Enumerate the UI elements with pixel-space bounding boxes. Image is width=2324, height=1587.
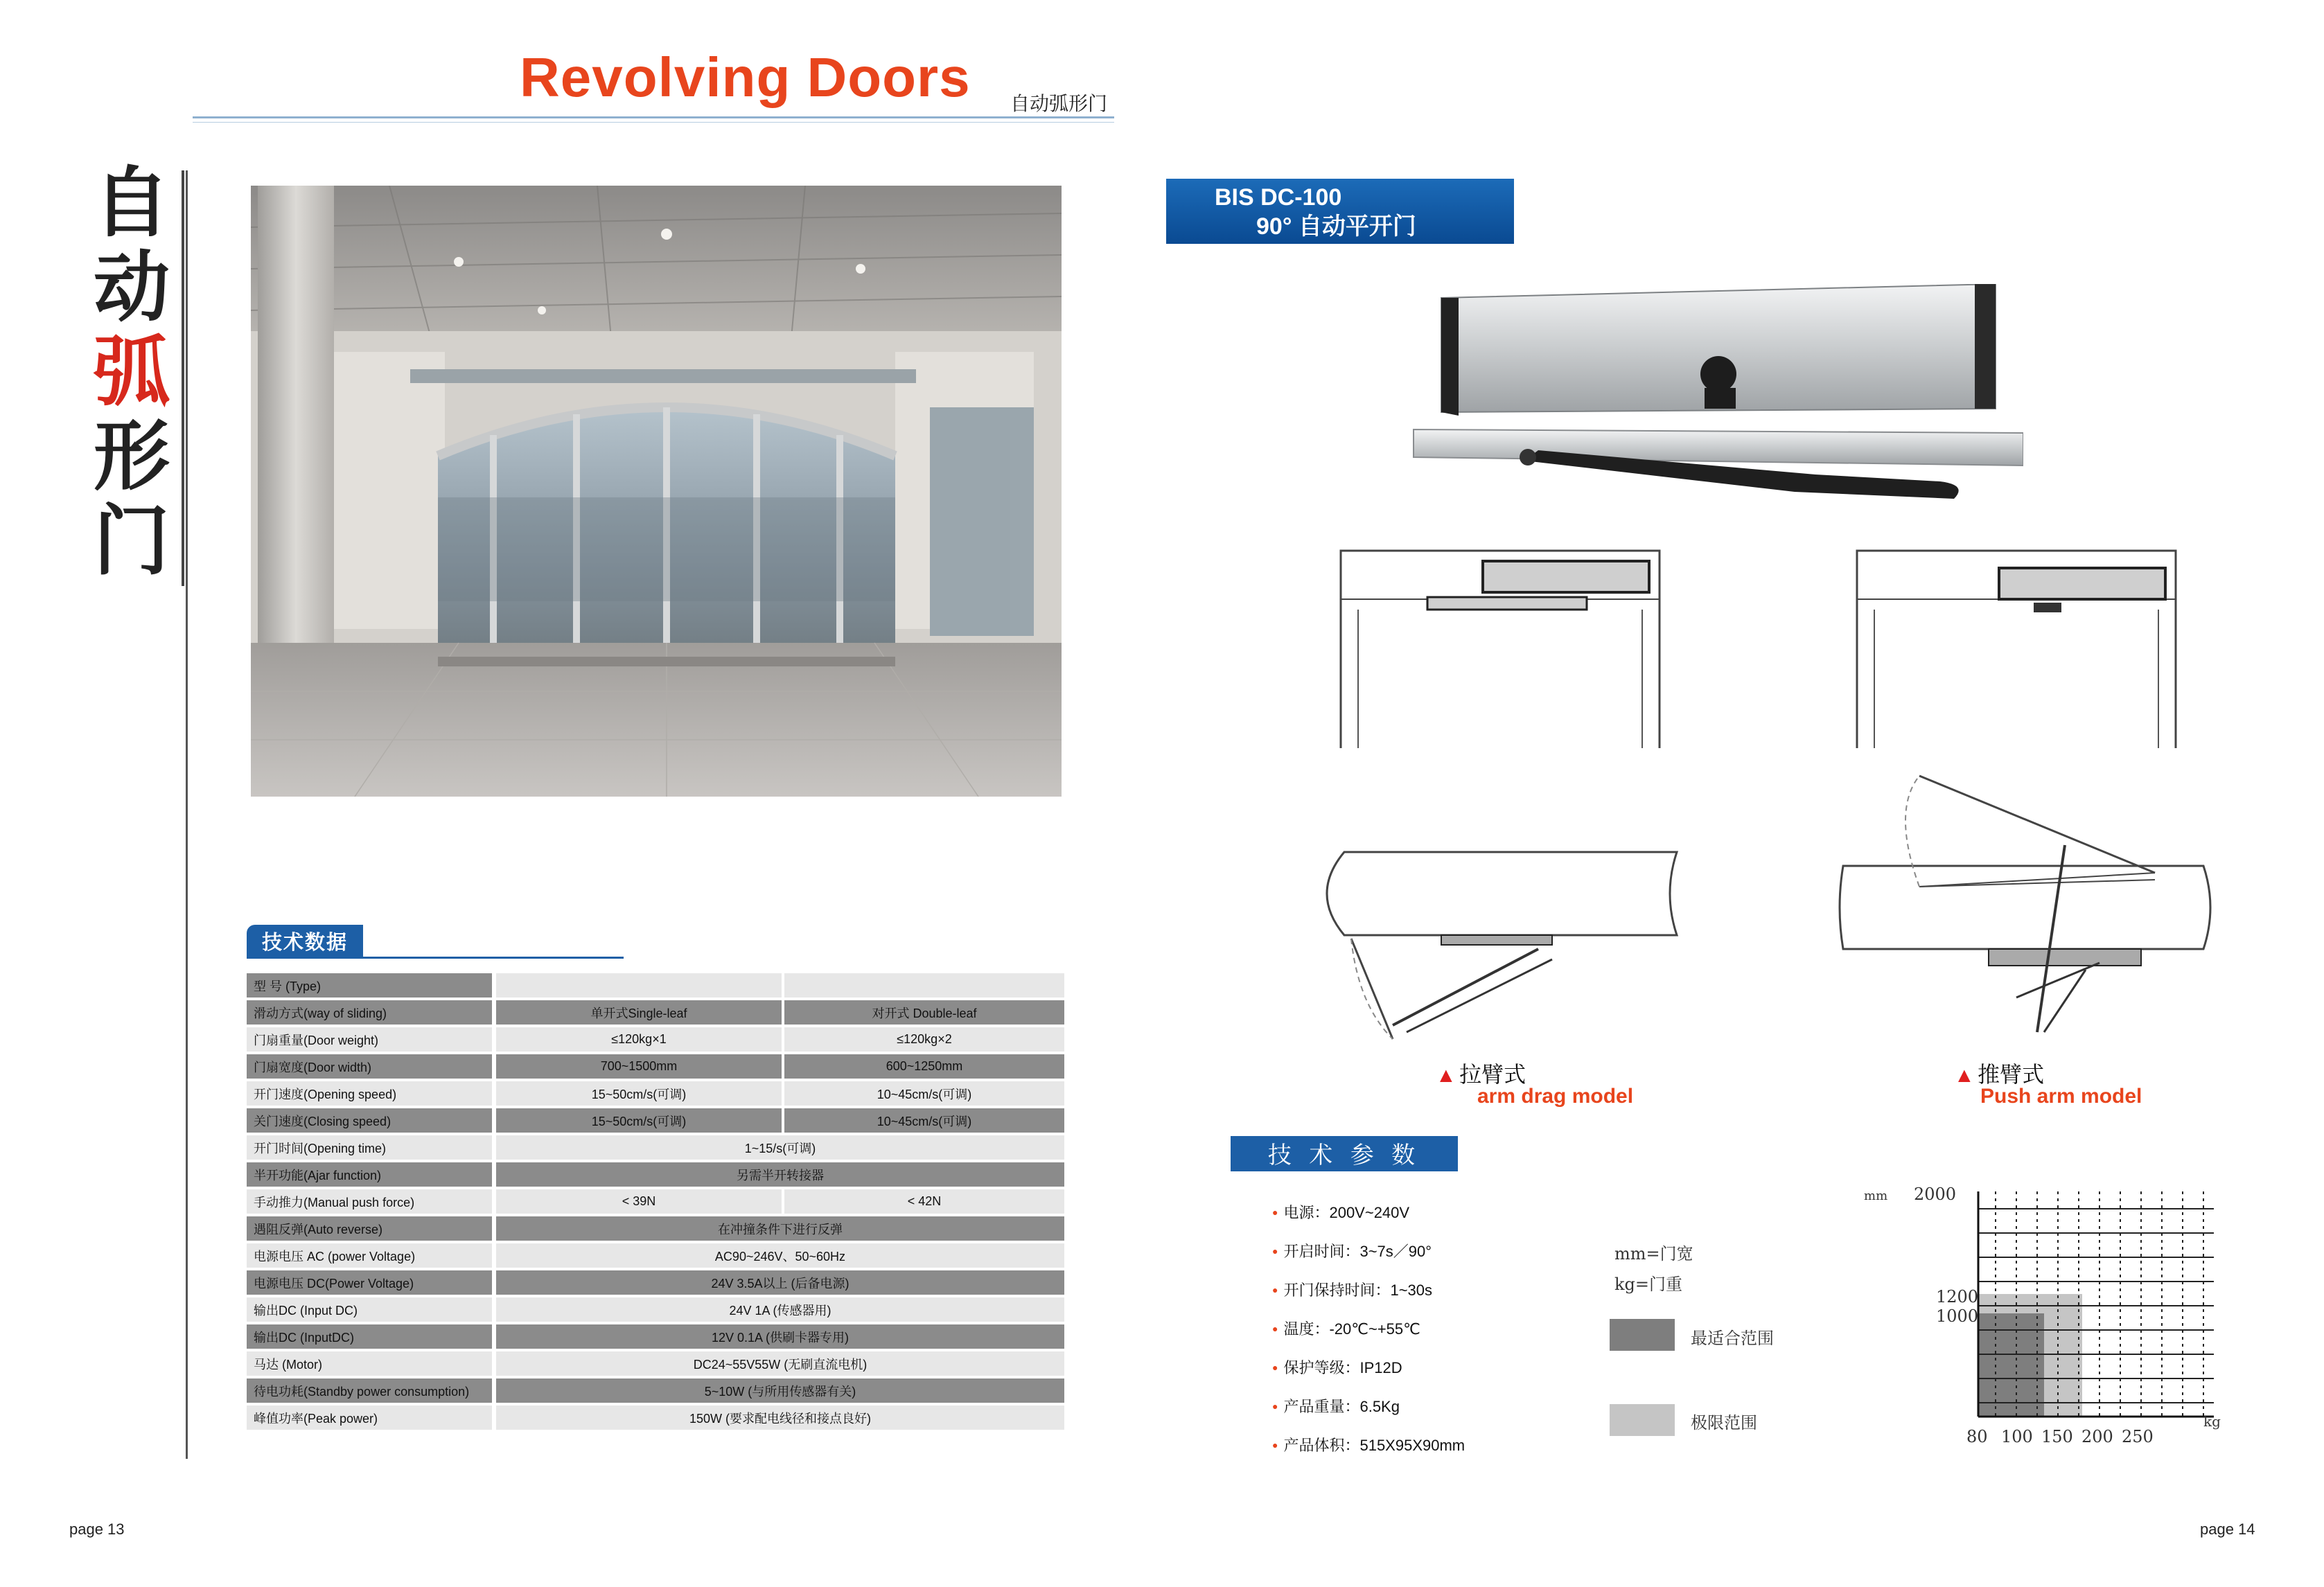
- row-value: 在冲撞条件下进行反弹: [496, 1216, 1064, 1241]
- legend-swatch-best: [1610, 1319, 1675, 1351]
- row-value: < 39N: [496, 1189, 782, 1214]
- row-label: 手动推力(Manual push force): [247, 1189, 492, 1214]
- legend-best: 最适合范围: [1691, 1329, 1774, 1348]
- row-value: [784, 973, 1064, 998]
- tech-params-underline: [1231, 1169, 1458, 1171]
- row-value: 700~1500mm: [496, 1054, 782, 1079]
- row-label: 关门速度(Closing speed): [247, 1108, 492, 1133]
- table-row: [247, 1242, 1064, 1269]
- triangle-icon: ▲: [1436, 1064, 1456, 1087]
- y-tick-2000: 2000: [1914, 1185, 1957, 1204]
- table-row: [247, 1080, 1064, 1107]
- x-tick: 100: [2001, 1427, 2033, 1446]
- list-item: ● 开启时间：3~7s／90°: [1272, 1240, 1465, 1279]
- vertical-title: [83, 158, 180, 585]
- spec-table-underline: [247, 957, 624, 959]
- row-label: 待电功耗(Standby power consumption): [247, 1378, 492, 1403]
- row-label: 遇阻反弹(Auto reverse): [247, 1216, 492, 1241]
- row-value: 12V 0.1A (供刷卡器专用): [496, 1324, 1064, 1349]
- push-arm-plan-drawing: [1836, 769, 2224, 1053]
- vertical-rule: [182, 170, 184, 586]
- list-item: ● 电源：200V~240V: [1272, 1201, 1465, 1240]
- row-label: 门扇重量(Door weight): [247, 1027, 492, 1052]
- list-item: ● 开门保持时间：1~30s: [1272, 1279, 1465, 1318]
- table-row: [247, 1269, 1064, 1296]
- arm-drag-cn: 拉臂式: [1459, 1062, 1526, 1087]
- x-tick: 80: [1966, 1427, 1988, 1446]
- arm-drag-top-drawing: [1337, 547, 1663, 748]
- row-value: < 42N: [784, 1189, 1064, 1214]
- table-row: [247, 1296, 1064, 1323]
- table-row: [247, 1161, 1064, 1188]
- row-label: 输出DC (InputDC): [247, 1324, 492, 1349]
- row-value: 单开式Single-leaf: [496, 1000, 782, 1025]
- table-row: [247, 1404, 1064, 1431]
- table-row: [247, 1323, 1064, 1350]
- row-label: 滑动方式(way of sliding): [247, 1000, 492, 1025]
- arm-drag-plan-drawing: [1303, 845, 1691, 1053]
- row-value: 600~1250mm: [784, 1054, 1064, 1079]
- page-subtitle: 自动弧形门: [1010, 93, 1108, 114]
- y-unit: mm: [1864, 1189, 1888, 1203]
- product-model: BIS DC-100: [1215, 184, 1342, 211]
- best-range-area: [1978, 1313, 2044, 1416]
- page-number-left: page 13: [69, 1520, 125, 1538]
- table-row: [247, 1026, 1064, 1053]
- row-label: 门扇宽度(Door width): [247, 1054, 492, 1079]
- y-tick-1000: 1000: [1936, 1306, 1979, 1326]
- vertical-char-highlight: 弧: [94, 327, 170, 416]
- row-label: 电源电压 AC (power Voltage): [247, 1243, 492, 1268]
- header-divider-thin: [193, 122, 1114, 123]
- legend-kg: kg=门重: [1614, 1275, 1683, 1294]
- y-tick-1200: 1200: [1936, 1287, 1979, 1306]
- door-opener-image: [1400, 284, 2023, 520]
- row-value: ≤120kg×1: [496, 1027, 782, 1052]
- legend-swatch-limit: [1610, 1404, 1675, 1436]
- product-model-box: [1166, 179, 1514, 244]
- list-item: ● 保护等级：IP12D: [1272, 1356, 1465, 1395]
- header-divider: [193, 116, 1114, 118]
- legend-limit: 极限范围: [1691, 1413, 1757, 1433]
- row-value: 15~50cm/s(可调): [496, 1081, 782, 1106]
- product-type: 90° 自动平开门: [1256, 213, 1416, 240]
- x-tick: 200: [2081, 1427, 2113, 1446]
- row-value: ≤120kg×2: [784, 1027, 1064, 1052]
- row-value: DC24~55V55W (无刷直流电机): [496, 1351, 1064, 1376]
- revolving-door-photo: [251, 186, 1062, 797]
- list-item: ● 产品体积：515X95X90mm: [1272, 1434, 1465, 1473]
- table-row: [247, 999, 1064, 1026]
- row-label: 输出DC (Input DC): [247, 1297, 492, 1322]
- arm-drag-en: arm drag model: [1477, 1085, 1634, 1108]
- table-row: [247, 1134, 1064, 1161]
- list-item: ● 产品重量：6.5Kg: [1272, 1395, 1465, 1434]
- table-row: [247, 1350, 1064, 1377]
- table-row: [247, 1053, 1064, 1080]
- row-label: 电源电压 DC(Power Voltage): [247, 1270, 492, 1295]
- x-tick: 150: [2041, 1427, 2073, 1446]
- table-row: [247, 1215, 1064, 1242]
- x-unit: kg: [2203, 1413, 2221, 1430]
- vertical-char: 门: [94, 496, 170, 585]
- table-row: [247, 1377, 1064, 1404]
- row-value: 24V 3.5A以上 (后备电源): [496, 1270, 1064, 1295]
- vertical-rule-long: [186, 170, 188, 1459]
- row-label: 型 号 (Type): [247, 973, 492, 998]
- table-row: [247, 972, 1064, 999]
- row-label: 开门时间(Opening time): [247, 1135, 492, 1160]
- page-title: Revolving Doors: [520, 46, 971, 108]
- table-row: [247, 1107, 1064, 1134]
- tech-params-label: 技 术 参 数: [1231, 1136, 1458, 1169]
- row-value: AC90~246V、50~60Hz: [496, 1243, 1064, 1268]
- row-label: 马达 (Motor): [247, 1351, 492, 1376]
- legend-mm: mm=门宽: [1614, 1244, 1693, 1264]
- row-value: 另需半开转接器: [496, 1162, 1064, 1187]
- row-label: 半开功能(Ajar function): [247, 1162, 492, 1187]
- x-tick: 250: [2122, 1427, 2154, 1446]
- row-value: 对开式 Double-leaf: [784, 1000, 1064, 1025]
- row-value: 15~50cm/s(可调): [496, 1108, 782, 1133]
- range-graph: [1864, 1178, 2224, 1462]
- tech-params-list: [1272, 1201, 1465, 1473]
- push-arm-en: Push arm model: [1980, 1085, 2142, 1108]
- vertical-char: 形: [94, 411, 170, 501]
- vertical-char: 动: [94, 242, 170, 332]
- list-item: ● 温度：-20℃~+55℃: [1272, 1318, 1465, 1356]
- push-arm-cn: 推臂式: [1978, 1062, 2045, 1087]
- spec-table: [247, 972, 1064, 1431]
- push-arm-top-drawing: [1854, 547, 2179, 748]
- vertical-char: 自: [94, 158, 170, 247]
- triangle-icon: ▲: [1954, 1064, 1975, 1087]
- row-value: 24V 1A (传感器用): [496, 1297, 1064, 1322]
- row-value: 1~15/s(可调): [496, 1135, 1064, 1160]
- row-value: 10~45cm/s(可调): [784, 1081, 1064, 1106]
- table-row: [247, 1188, 1064, 1215]
- row-label: 峰值功率(Peak power): [247, 1406, 492, 1430]
- row-label: 开门速度(Opening speed): [247, 1081, 492, 1106]
- row-value: 10~45cm/s(可调): [784, 1108, 1064, 1133]
- row-value: [496, 973, 782, 998]
- row-value: 150W (要求配电线径和接点良好): [496, 1406, 1064, 1430]
- page-number-right: page 14: [2200, 1520, 2255, 1538]
- spec-table-label: 技术数据: [247, 925, 363, 957]
- row-value: 5~10W (与所用传感器有关): [496, 1378, 1064, 1403]
